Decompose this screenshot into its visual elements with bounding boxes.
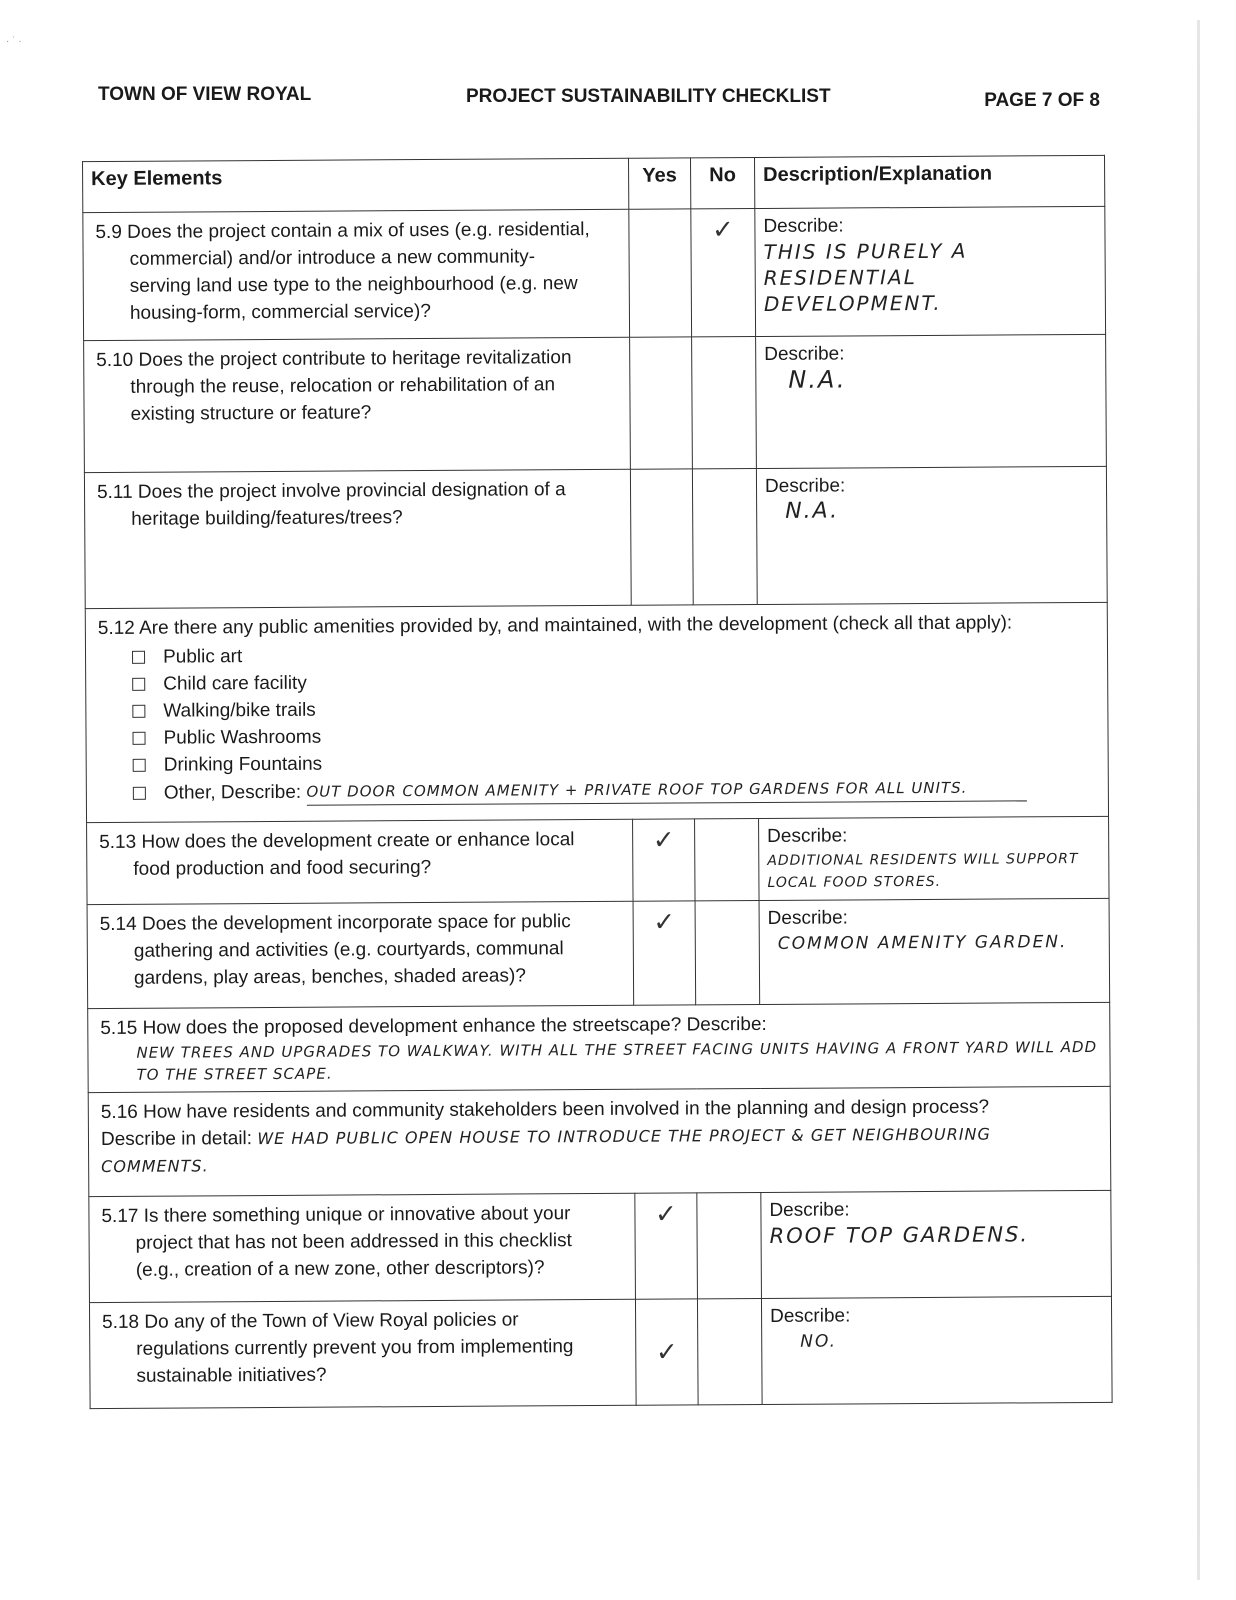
description-cell[interactable]: Describe: N.A. [756,466,1107,604]
handwritten-answer: ROOF TOP GARDENS. [769,1222,1030,1248]
handwritten-answer: THIS IS PURELY A RESIDENTIAL DEVELOPMENT. [763,238,968,316]
table-row [84,334,1107,472]
scan-specks: · ˙ · [6,36,22,47]
question-5-17: 5.17 Is there something unique or innovative about your project that has not been addressed in this checklist (e.g., creation of a new zone, other descriptors)? [89,1193,636,1302]
no-checkbox-checked[interactable]: ✓ [691,209,756,337]
no-cell[interactable] [697,1298,762,1404]
description-cell[interactable]: Describe: ADDITIONAL RESIDENTS WILL SUPPORT LOCAL FOOD STORES. [759,816,1109,900]
document-title: PROJECT SUSTAINABILITY CHECKLIST [466,86,831,107]
yes-checkbox-checked[interactable]: ✓ [635,1193,698,1299]
checkbox[interactable] [132,678,145,691]
question-5-12: 5.12 Are there any public amenities provided by, and maintained, with the development (check all that apply): Public art Child care facility Walking/bike trails Public Washrooms Drinking Fountains Other, Describe: OUT DOOR COMMON AMENITY + PRIVATE ROOF TOP GARDENS FOR ALL UNITS. [85,602,1108,822]
table-row [84,466,1107,608]
yes-cell[interactable] [629,209,692,337]
checkbox[interactable] [132,705,145,718]
handwritten-answer: ADDITIONAL RESIDENTS WILL SUPPORT LOCAL FOOD STORES. [767,851,1079,891]
question-5-9: 5.9 Does the project contain a mix of uses (e.g. residential, commercial) and/or introduce a new community- serving land use type to the neighbourhood (e.g. new housing-form, commercial service)? [83,209,630,340]
page-header [98,84,1100,112]
col-yes: Yes [629,158,691,209]
handwritten-answer: N.A. [788,365,847,394]
question-5-11: 5.11 Does the project involve provincial designation of a heritage building/features/trees? [84,469,631,608]
question-5-13: 5.13 How does the development create or enhance local food production and food securing? [87,819,633,904]
amenity-list [132,638,1100,806]
table-row [87,898,1110,1008]
handwritten-answer[interactable]: WE HAD PUBLIC OPEN HOUSE TO INTRODUCE THE PROJECT & GET NEIGHBOURING COMMENTS. [101,1124,991,1177]
yes-checkbox-checked[interactable]: ✓ [633,901,696,1005]
no-cell[interactable] [692,469,757,605]
question-5-18: 5.18 Do any of the Town of View Royal policies or regulations currently prevent you from implementing sustainable initiatives? [89,1299,636,1408]
col-key-elements: Key Elements [83,158,629,212]
list-item[interactable]: Public Washrooms [132,719,1099,752]
no-cell[interactable] [692,337,757,469]
yes-cell[interactable] [630,469,693,605]
handwritten-answer: COMMON AMENITY GARDEN. [777,932,1068,954]
table-row [88,1002,1110,1092]
handwritten-answer: N.A. [785,498,840,524]
handwritten-answer: OUT DOOR COMMON AMENITY + PRIVATE ROOF TOP GARDENS FOR ALL UNITS. [306,778,968,801]
no-cell[interactable] [695,819,759,901]
list-item-other[interactable]: Other, Describe: OUT DOOR COMMON AMENITY + PRIVATE ROOF TOP GARDENS FOR ALL UNITS. [133,773,1100,806]
list-item[interactable]: Child care facility [132,665,1099,698]
list-item[interactable]: Drinking Fountains [133,746,1100,779]
handwritten-answer[interactable]: NEW TREES AND UPGRADES TO WALKWAY. WITH ALL THE STREET FACING UNITS HAVING A FRONT YARD WILL ADD TO THE STREET SCAPE. [136,1037,1098,1084]
checklist-table [82,155,1113,1409]
no-cell[interactable] [697,1192,762,1298]
scan-edge [1197,20,1200,1580]
page-number: PAGE 7 OF 8 [984,90,1100,111]
yes-cell[interactable] [630,337,693,469]
question-5-10: 5.10 Does the project contribute to heritage revitalization through the reuse, relocation or rehabilitation of an existing structure or feature? [84,337,631,472]
col-description: Description/Explanation [755,155,1105,208]
yes-checkbox-checked[interactable]: ✓ [633,819,695,901]
list-item[interactable]: Walking/bike trails [132,692,1099,725]
table-row [89,1296,1112,1408]
checkbox[interactable] [132,651,145,664]
checkbox[interactable] [132,732,145,745]
no-cell[interactable] [695,900,760,1004]
description-cell[interactable]: Describe: THIS IS PURELY A RESIDENTIAL DEVELOPMENT. [755,206,1106,336]
question-5-14: 5.14 Does the development incorporate space for public gathering and activities (e.g. courtyards, communal gardens, play areas, benches, shaded areas)? [87,901,634,1008]
list-item[interactable]: Public art [132,638,1099,671]
handwritten-answer: NO. [800,1331,838,1352]
question-5-16: 5.16 How have residents and community stakeholders been involved in the planning and design process? Describe in detail: WE HAD PUBLIC OPEN HOUSE TO INTRODUCE THE PROJECT & GET NEIGHBOURING COMMENTS. [88,1086,1111,1196]
description-cell[interactable]: Describe: NO. [761,1296,1112,1404]
town-name: TOWN OF VIEW ROYAL [98,84,312,105]
question-5-15: 5.15 How does the proposed development enhance the streetscape? Describe: NEW TREES AND UPGRADES TO WALKWAY. WITH ALL THE STREET FACING UNITS HAVING A FRONT YARD WILL ADD TO THE STREET SCAPE. [88,1002,1110,1092]
description-cell[interactable]: Describe: N.A. [756,334,1107,468]
table-row [83,206,1106,340]
yes-checkbox-checked[interactable]: ✓ [635,1299,698,1405]
checklist-form [82,155,1112,1409]
col-no: No [691,158,755,209]
table-row [87,816,1109,904]
description-cell[interactable]: Describe: COMMON AMENITY GARDEN. [759,898,1110,1004]
checkbox[interactable] [133,787,146,800]
other-describe-field[interactable] [306,773,1026,805]
table-row [88,1086,1111,1196]
checkbox[interactable] [133,759,146,772]
table-row [85,602,1108,822]
description-cell[interactable]: Describe: ROOF TOP GARDENS. [761,1190,1112,1298]
table-header-row [83,155,1105,212]
table-row [89,1190,1112,1302]
